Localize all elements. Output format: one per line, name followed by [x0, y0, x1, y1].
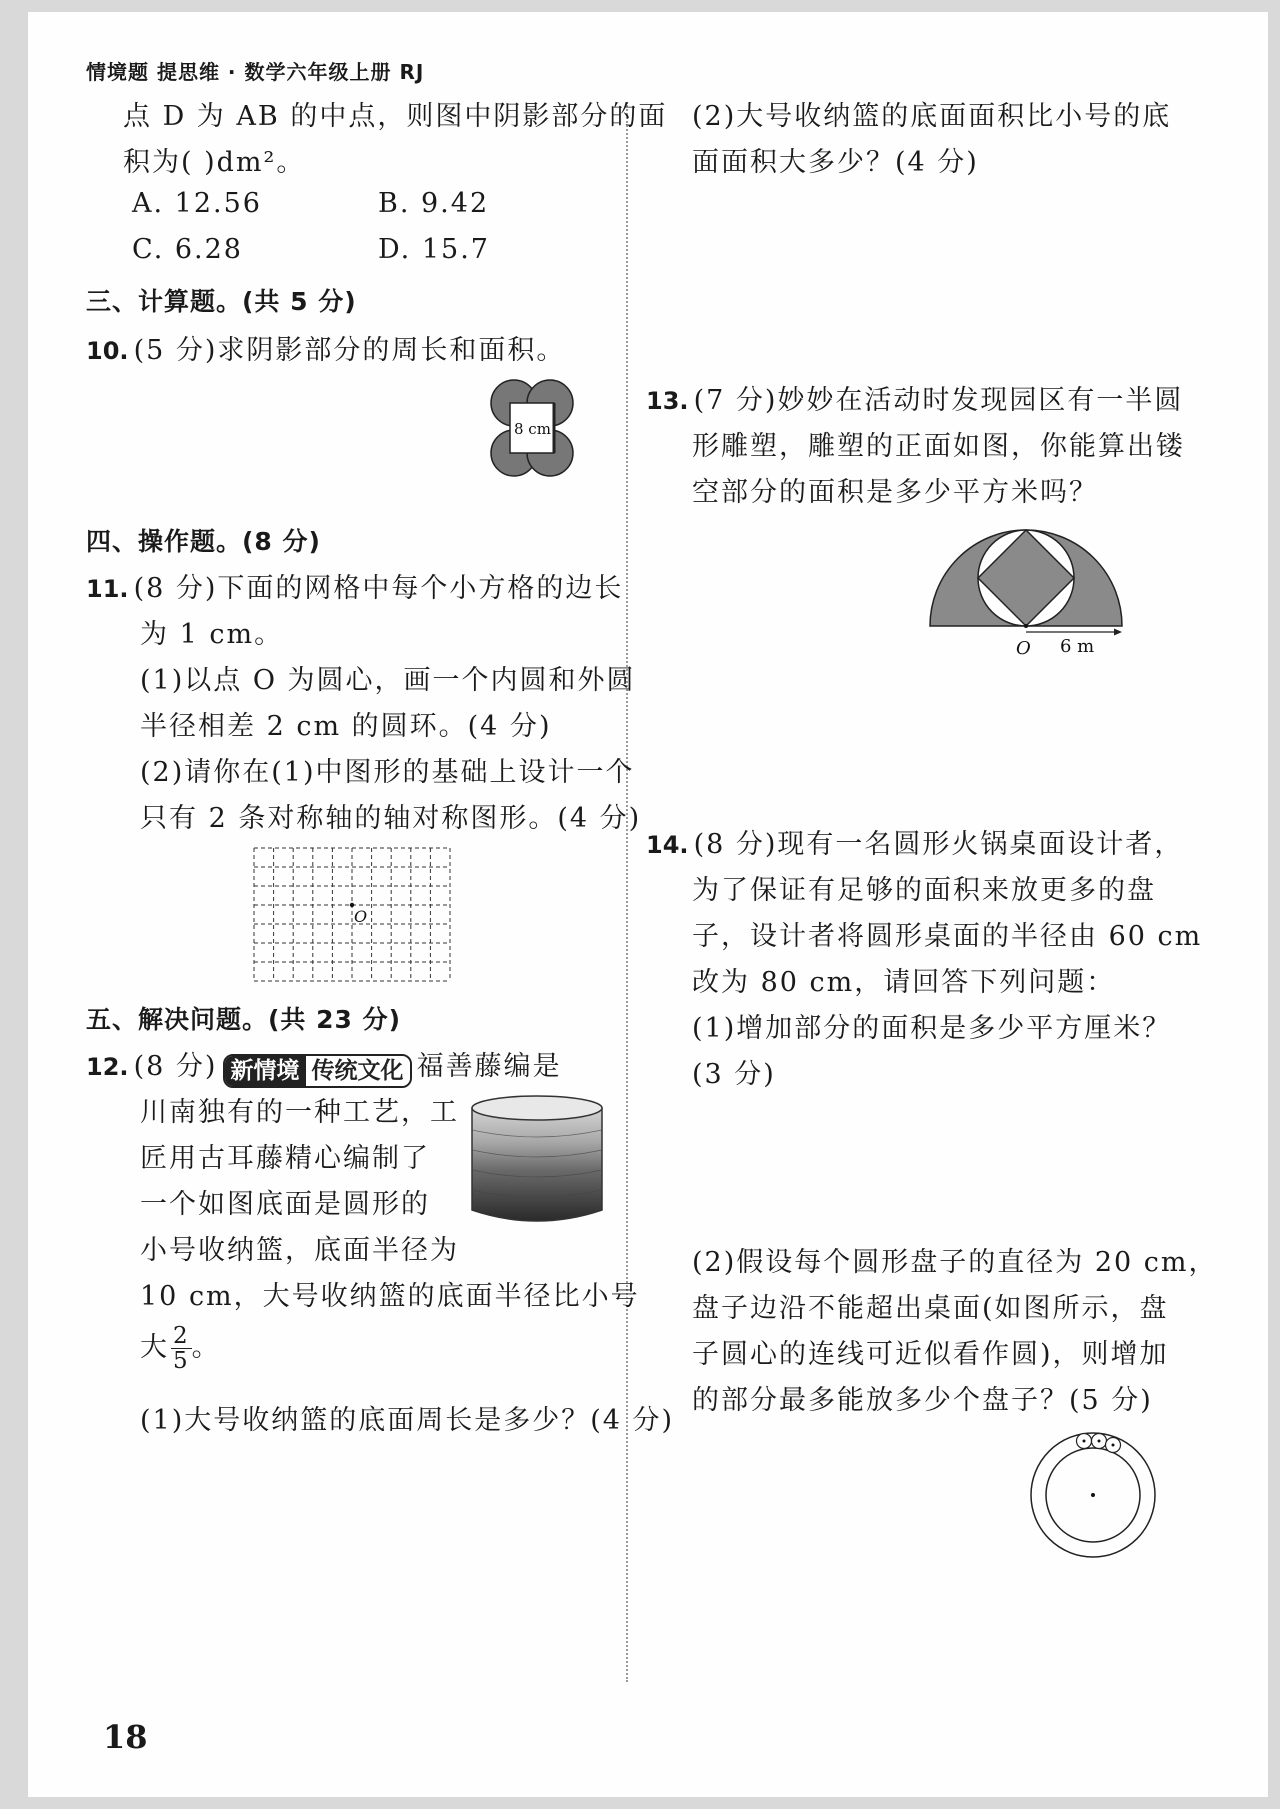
q11-point-label: O: [354, 907, 368, 926]
q12-text-line2: 川南独有的一种工艺，工: [140, 1097, 459, 1128]
q14-figure: [1028, 1430, 1158, 1560]
q12-part2-line2: 面面积大多少？(4 分): [692, 147, 979, 178]
plate-center: [1098, 1440, 1101, 1443]
q12-text-line6: 10 cm，大号收纳篮的底面半径比小号: [140, 1281, 640, 1312]
page-header: 情境题 提思维 · 数学六年级上册 RJ: [86, 60, 425, 84]
q13-radius-label: 6 m: [1060, 636, 1095, 657]
plate-center: [1083, 1440, 1086, 1443]
q12-text-line4: 一个如图底面是圆形的: [140, 1189, 430, 1220]
q12-score: (8 分): [133, 1051, 218, 1082]
section-5-title: 五、解决问题。(共 23 分): [86, 1005, 402, 1034]
q10-label: 8 cm: [514, 420, 551, 438]
q11-text-line2: 为 1 cm。: [140, 619, 284, 650]
basket-body: [472, 1108, 602, 1221]
q12-text-line3: 匠用古耳藤精心编制了: [140, 1143, 430, 1174]
q12-fraction-line: [140, 1324, 221, 1373]
q14-part2-line3: 子圆心的连线可近似看作圆)，则增加: [692, 1339, 1169, 1370]
q12-tag: [223, 1054, 412, 1088]
q11-number: 11.: [86, 575, 129, 603]
q14-part2-line2: 盘子边沿不能超出桌面(如图所示，盘: [692, 1293, 1169, 1324]
q14-line1: [646, 822, 1183, 861]
q14-text-line2: 为了保证有足够的面积来放更多的盘: [692, 875, 1156, 906]
q12-text-after-tag: 福善藤编是: [416, 1051, 562, 1082]
q12-part1: (1)大号收纳篮的底面周长是多少？(4 分): [140, 1405, 675, 1436]
q9-text-line1: 点 D 为 AB 的中点，则图中阴影部分的面: [123, 101, 668, 132]
q12-line1: [86, 1044, 562, 1088]
q12-frac-suffix: 。: [191, 1332, 221, 1364]
q11-part2-line2: 只有 2 条对称轴的轴对称图形。(4 分): [140, 803, 642, 834]
q13-text-line3: 空部分的面积是多少平方米吗？: [692, 477, 1098, 508]
column-divider: [626, 102, 628, 1682]
section-3-title: 三、计算题。(共 5 分): [86, 287, 357, 316]
q14-part2-line1: (2)假设每个圆形盘子的直径为 20 cm，: [692, 1247, 1218, 1278]
q14-number: 14.: [646, 831, 689, 859]
q13-text-line2: 形雕塑，雕塑的正面如图，你能算出镂: [692, 431, 1185, 462]
q13-line1: [646, 378, 1183, 417]
q14-text-line3: 子，设计者将圆形桌面的半径由 60 cm: [692, 921, 1203, 952]
q13-number: 13.: [646, 387, 689, 415]
q13-text-line1: (7 分)妙妙在活动时发现园区有一半圆: [693, 385, 1184, 416]
q9-option-a: A. 12.56: [132, 188, 262, 219]
q12-text-line5: 小号收纳篮，底面半径为: [140, 1235, 459, 1266]
q9-option-d: D. 15.7: [378, 234, 490, 265]
q14-part1-line1: (1)增加部分的面积是多少平方厘米？: [692, 1013, 1172, 1044]
fraction-two-fifths: [171, 1324, 192, 1373]
basket-rim: [472, 1096, 602, 1120]
tag-new-situation: 新情境: [225, 1056, 306, 1086]
tag-traditional-culture: 传统文化: [306, 1056, 410, 1086]
q10-number: 10.: [86, 337, 129, 365]
q14-text-line4: 改为 80 cm，请回答下列问题：: [692, 967, 1116, 998]
q11-part1-line2: 半径相差 2 cm 的圆环。(4 分): [140, 711, 552, 742]
q11-part1-line1: (1)以点 O 为圆心，画一个内圆和外圆: [140, 665, 636, 696]
q11-grid: [252, 846, 452, 986]
plate-center: [1112, 1444, 1115, 1447]
page-number: 18: [103, 1718, 148, 1756]
radius-arrow: [1114, 629, 1122, 636]
q14-part2-line4: 的部分最多能放多少个盘子？(5 分): [692, 1385, 1153, 1416]
fraction-numerator: 2: [173, 1323, 190, 1349]
q13-figure: [926, 520, 1126, 660]
section-4-title: 四、操作题。(8 分): [86, 527, 321, 556]
q11-line1: [86, 566, 623, 605]
worksheet-page: [28, 12, 1268, 1797]
table-center: [1091, 1493, 1095, 1497]
q14-text-line1: (8 分)现有一名圆形火锅桌面设计者，: [693, 829, 1184, 860]
q9-option-c: C. 6.28: [132, 234, 243, 265]
fraction-denominator: 5: [173, 1348, 190, 1375]
q13-center-label: O: [1016, 638, 1031, 659]
basket-image: [466, 1092, 608, 1232]
q10: [86, 328, 565, 367]
q12-number: 12.: [86, 1053, 129, 1081]
q12-frac-prefix: 大: [140, 1332, 169, 1364]
q12-part2-line1: (2)大号收纳篮的底面面积比小号的底: [692, 101, 1172, 132]
q11-text-line1: (8 分)下面的网格中每个小方格的边长: [133, 573, 624, 604]
q9-option-b: B. 9.42: [378, 188, 490, 219]
center-point: [1024, 624, 1028, 628]
q9-text-line2: 积为( )dm²。: [123, 147, 306, 178]
q14-part1-line2: (3 分): [692, 1059, 776, 1090]
q11-part2-line1: (2)请你在(1)中图形的基础上设计一个: [140, 757, 635, 788]
q10-figure: [482, 378, 582, 478]
q10-text: (5 分)求阴影部分的周长和面积。: [133, 335, 566, 366]
